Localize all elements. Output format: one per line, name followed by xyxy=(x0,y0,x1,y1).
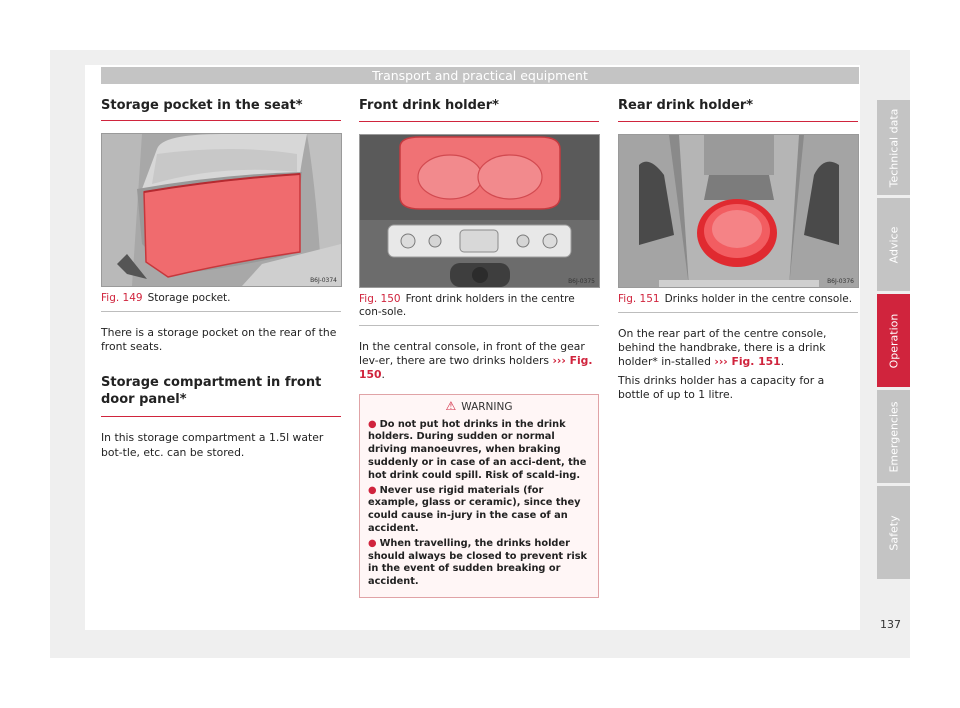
paragraph-text: In the central console, in front of the gear lev-er, there are two drinks holders xyxy=(359,340,585,368)
warning-item xyxy=(368,419,590,483)
warning-header xyxy=(368,398,590,415)
seat-pocket-illustration xyxy=(102,134,341,286)
tab-label: Advice xyxy=(887,226,900,263)
figure-code: B6J-0374 xyxy=(310,277,337,284)
chapter-header: Transport and practical equipment xyxy=(101,67,859,84)
warning-item-text: Do not put hot drinks in the drink holders. During sudden or normal driving manoeuvres, when braking suddenly or in case of an acci-dent, the hot drink could spill. Risk of scald-ing. xyxy=(368,418,587,481)
column-front-drink-holder xyxy=(359,95,599,598)
figure-code: B6J-0375 xyxy=(568,278,595,285)
tab-advice[interactable] xyxy=(877,198,910,291)
warning-list xyxy=(368,419,590,589)
rear-console-illustration xyxy=(619,135,858,287)
section-title: Front drink holder* xyxy=(359,95,599,122)
figure-reference-link[interactable]: ››› Fig. 150 xyxy=(359,354,593,382)
caption-text: Drinks holder in the centre console. xyxy=(664,293,853,305)
figure-caption xyxy=(618,293,858,313)
figure-caption xyxy=(101,292,341,312)
tab-emergencies[interactable] xyxy=(877,390,910,483)
tab-safety[interactable] xyxy=(877,486,910,579)
warning-label: WARNING xyxy=(461,400,513,413)
tab-label: Operation xyxy=(887,313,900,368)
warning-box xyxy=(359,394,599,598)
body-paragraph: There is a storage pocket on the rear of the front seats. xyxy=(101,326,337,354)
section-title: Rear drink holder* xyxy=(618,95,858,122)
subsection-title: Storage compartment in front door panel* xyxy=(101,374,341,417)
warning-triangle-icon: ⚠ xyxy=(445,398,457,413)
figure-storage-pocket xyxy=(101,133,342,287)
tab-label: Emergencies xyxy=(887,400,900,473)
figure-number: Fig. 151 xyxy=(618,293,660,305)
tab-label: Safety xyxy=(887,514,900,551)
warning-item-text: When travelling, the drinks holder should always be closed to prevent risk in the event of sudden breaking or accident. xyxy=(368,537,588,588)
warning-item xyxy=(368,538,590,589)
bullet-icon: ● xyxy=(368,537,377,549)
column-rear-drink-holder xyxy=(618,95,858,402)
side-tabs xyxy=(877,100,910,582)
body-paragraph: In this storage compartment a 1.5l water bot-tle, etc. can be stored. xyxy=(101,431,324,459)
caption-text: Storage pocket. xyxy=(147,292,231,304)
warning-item xyxy=(368,485,590,536)
figure-caption xyxy=(359,293,599,326)
tab-technical-data[interactable] xyxy=(877,100,910,195)
body-paragraph: On the rear part of the centre console, behind the handbrake, there is a drink holder* in-stalled ››› Fig. 151. xyxy=(618,327,827,369)
figure-code: B6J-0376 xyxy=(827,278,854,285)
body-paragraph: In the central console, in front of the gear lev-er, there are two drinks holders ››› Fig. 150. xyxy=(359,340,593,382)
warning-item-text: Never use rigid materials (for example, glass or ceramic), since they could cause in-jury in the case of an accident. xyxy=(368,484,581,534)
tab-operation[interactable] xyxy=(877,294,910,387)
paragraph-text: On the rear part of the centre console, behind the handbrake, there is a drink holder* in-stalled xyxy=(618,327,827,369)
figure-number: Fig. 150 xyxy=(359,293,401,305)
column-storage-pocket xyxy=(101,95,341,460)
caption-text: Front drink holders in the centre con-sole. xyxy=(359,293,575,318)
bullet-icon: ● xyxy=(368,484,377,496)
figure-reference-link[interactable]: ››› Fig. 151 xyxy=(714,355,781,369)
tab-label: Technical data xyxy=(887,108,900,187)
body-paragraph: This drinks holder has a capacity for a bottle of up to 1 litre. xyxy=(618,373,825,401)
front-console-illustration xyxy=(360,135,599,287)
bullet-icon: ● xyxy=(368,418,377,430)
figure-number: Fig. 149 xyxy=(101,292,143,304)
figure-front-drink-holder xyxy=(359,134,600,288)
page-number: 137 xyxy=(880,618,901,631)
section-title: Storage pocket in the seat* xyxy=(101,95,341,121)
figure-rear-drink-holder xyxy=(618,134,859,288)
